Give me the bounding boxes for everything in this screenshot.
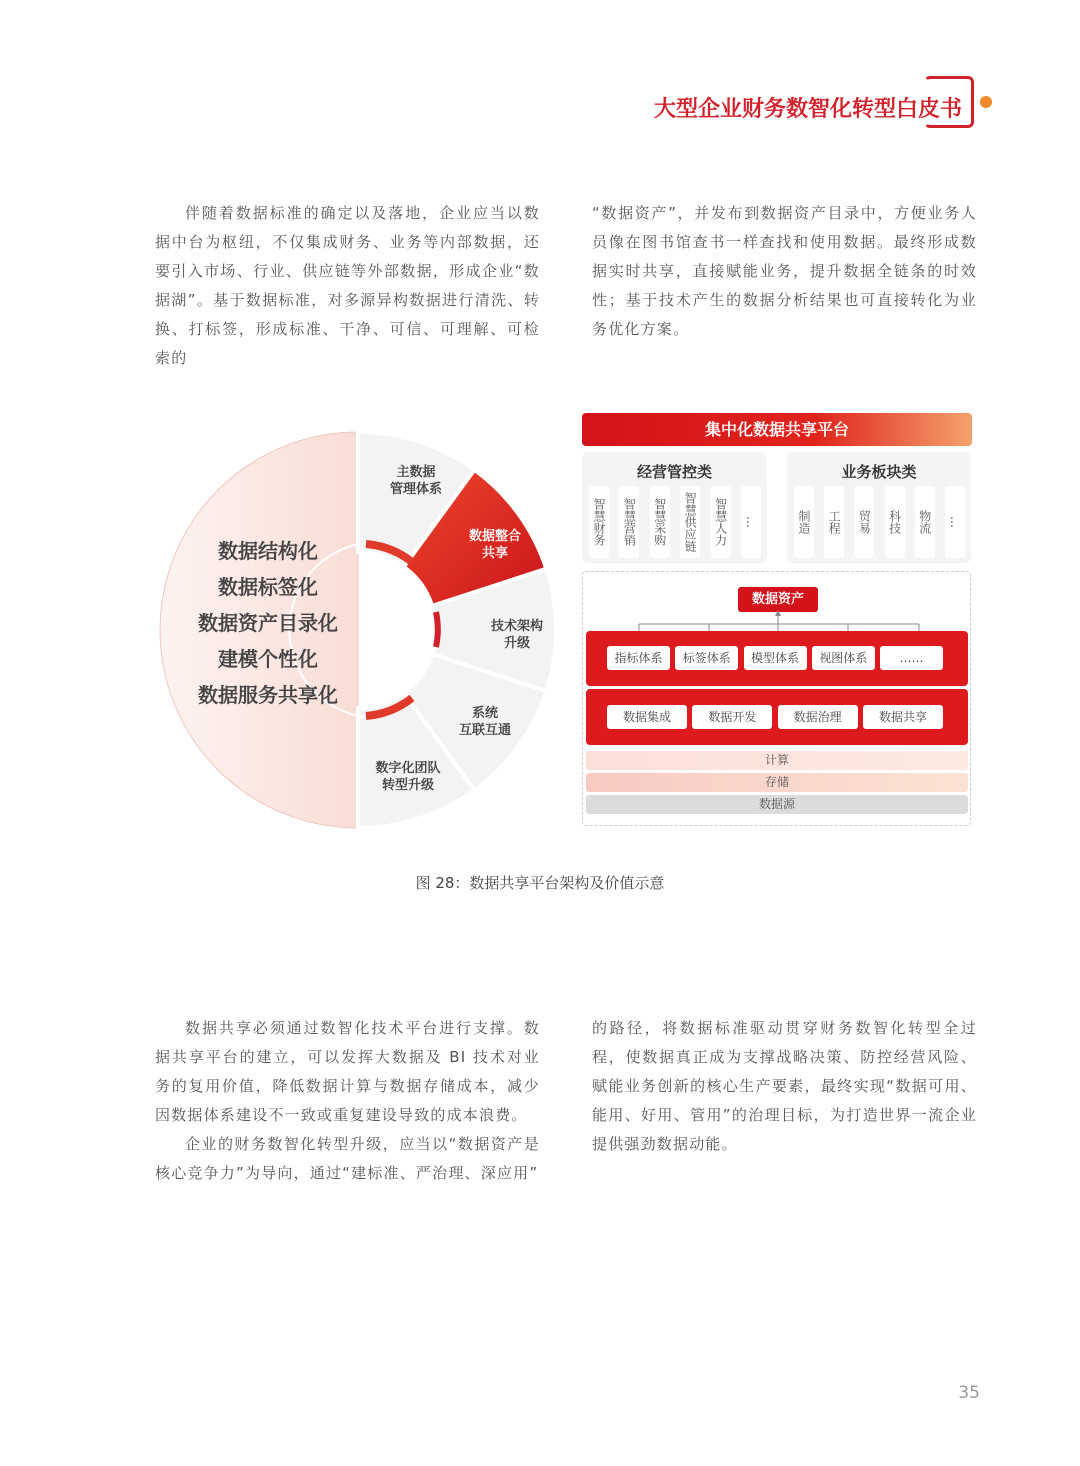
segment-label-data-integration: 数据整合 共享 bbox=[468, 529, 521, 561]
value-item: 数据资产目录化 bbox=[198, 611, 338, 635]
group-title: 业务板块类 bbox=[841, 463, 917, 481]
system-pill: 模型体系 bbox=[744, 646, 807, 670]
segment-label-master-data: 主数据 管理体系 bbox=[389, 465, 442, 497]
capability-pill: 数据开发 bbox=[692, 705, 772, 729]
top-paragraph-right bbox=[592, 199, 977, 344]
group-item: 智慧供应链 bbox=[680, 486, 700, 558]
layer-compute: 计算 bbox=[586, 751, 968, 770]
system-layer-row bbox=[607, 646, 943, 670]
capability-pill: 数据治理 bbox=[778, 705, 858, 729]
value-item: 建模个性化 bbox=[218, 647, 318, 671]
system-pill: 指标体系 bbox=[607, 646, 670, 670]
group2-items bbox=[794, 486, 965, 558]
capability-layer-row bbox=[607, 705, 943, 729]
group1-items bbox=[589, 486, 761, 558]
top-paragraph-left bbox=[155, 199, 540, 373]
figure-caption: 图 28：数据共享平台架构及价值示意 bbox=[415, 874, 665, 892]
segment-label-tech-architecture: 技术架构 升级 bbox=[490, 619, 543, 651]
group-item: 贸易 bbox=[854, 486, 874, 558]
system-pill: 标签体系 bbox=[675, 646, 738, 670]
paragraph-text: 数据共享必须通过数智化技术平台进行支撑。数据共享平台的建立，可以发挥大数据及 BI 技术对业务的复用价值，降低数据计算与数据存储成本，减少因数据体系建设不一致或重复建设导致的成本浪费。 bbox=[155, 1019, 540, 1124]
value-item: 数据标签化 bbox=[218, 575, 318, 599]
group-item: 科技 bbox=[885, 486, 905, 558]
system-pill: …… bbox=[880, 646, 943, 670]
brand-dot-icon bbox=[980, 96, 992, 108]
segment-label-system-interconnect: 系统 互联互通 bbox=[458, 706, 511, 738]
paragraph-text: 企业的财务数智化转型升级，应当以“数据资产是核心竞争力”为导向，通过“建标准、严治理、深应用” bbox=[155, 1135, 540, 1182]
capability-pill: 数据共享 bbox=[863, 705, 943, 729]
bottom-paragraph-left bbox=[155, 1014, 540, 1188]
value-item: 数据结构化 bbox=[218, 539, 318, 563]
group-item: 工程 bbox=[824, 486, 844, 558]
segment-label-digital-team: 数字化团队 转型升级 bbox=[375, 761, 441, 793]
brand-bracket-icon bbox=[924, 76, 974, 128]
paragraph-text: “数据资产”，并发布到数据资产目录中，方便业务人员像在图书馆查书一样查找和使用数据。最终形成数据实时共享，直接赋能业务，提升数据全链条的时效性；基于技术产生的数据分析结果也可直接转化为业务优化方案。 bbox=[592, 204, 977, 338]
value-list bbox=[178, 533, 358, 713]
value-item: 数据服务共享化 bbox=[198, 683, 338, 707]
group-item: 智慧财务 bbox=[589, 486, 609, 558]
platform-title-bar: 集中化数据共享平台 bbox=[582, 413, 972, 446]
system-pill: 视图体系 bbox=[812, 646, 875, 670]
group-item: … bbox=[741, 486, 761, 558]
group-item: 物流 bbox=[915, 486, 935, 558]
group-item: 智慧人力 bbox=[711, 486, 731, 558]
inner-arc-2 bbox=[436, 612, 438, 647]
group-item: … bbox=[945, 486, 965, 558]
paragraph-text: 的路径，将数据标准驱动贯穿财务数智化转型全过程，使数据真正成为支撑战略决策、防控经营风险、赋能业务创新的核心生产要素，最终实现“数据可用、能用、好用、管用”的治理目标，为打造世界一流企业提供强劲数据动能。 bbox=[592, 1019, 977, 1153]
layer-data-source: 数据源 bbox=[586, 795, 968, 814]
capability-pill: 数据集成 bbox=[607, 705, 687, 729]
document-title: 大型企业财务数智化转型白皮书 bbox=[653, 97, 962, 122]
group-item: 智慧营销 bbox=[619, 486, 639, 558]
paragraph-text: 伴随着数据标准的确定以及落地，企业应当以数据中台为枢纽，不仅集成财务、业务等内部数据，还要引入市场、行业、供应链等外部数据，形成企业“数据湖”。基于数据标准，对多源异构数据进行清洗、转换、打标签，形成标准、干净、可信、可理解、可检索的 bbox=[155, 204, 540, 367]
group-item: 制造 bbox=[794, 486, 814, 558]
bottom-paragraph-right bbox=[592, 1014, 977, 1159]
layer-storage: 存储 bbox=[586, 773, 968, 792]
group-item: 智慧采购 bbox=[650, 486, 670, 558]
data-asset-label: 数据资产 bbox=[738, 587, 818, 612]
group-title: 经营管控类 bbox=[636, 463, 712, 481]
page-number: 35 bbox=[958, 1383, 980, 1403]
